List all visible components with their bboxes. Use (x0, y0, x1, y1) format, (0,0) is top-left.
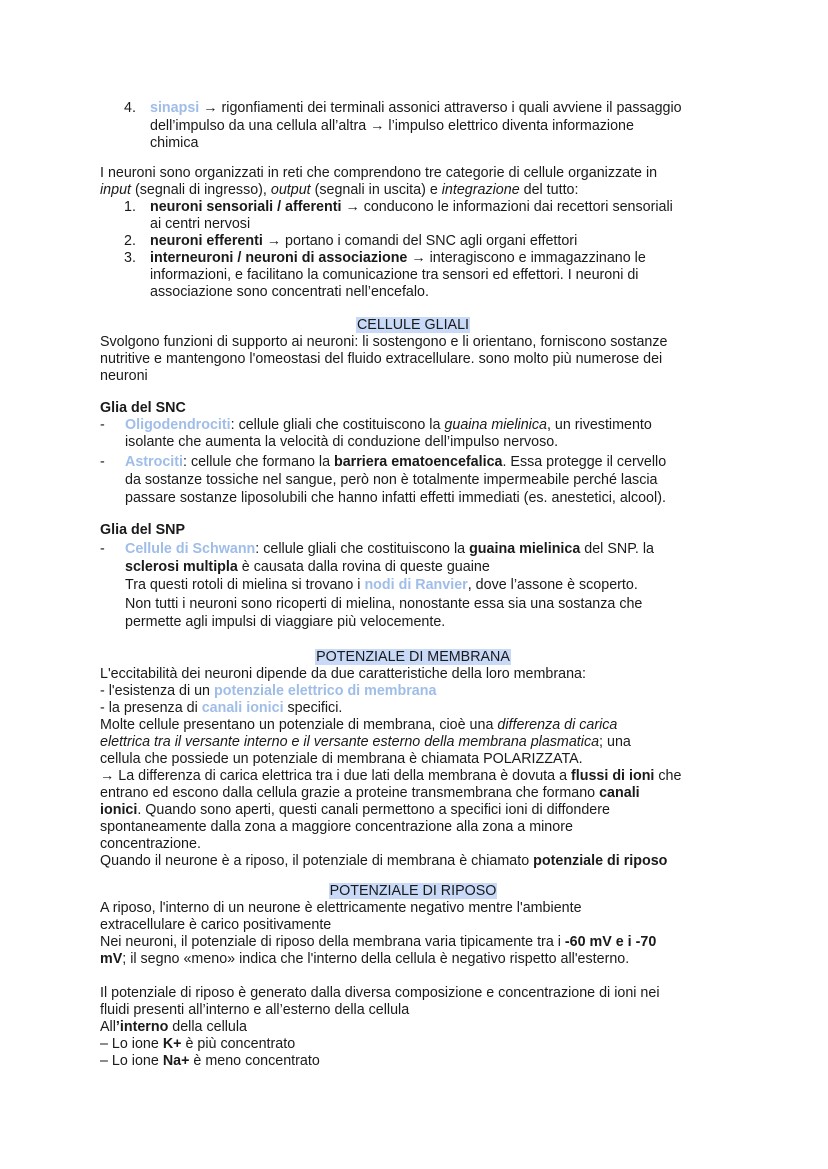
text: del SNP. la (580, 541, 654, 557)
text-line (150, 266, 638, 284)
term-sclerosi-multipla: sclerosi multipla (125, 559, 238, 575)
text-line (150, 99, 682, 117)
text-line (125, 453, 666, 471)
text: permette agli impulsi di viaggiare più velocemente. (125, 614, 446, 630)
text-line (100, 1052, 320, 1070)
text: che (654, 768, 682, 784)
text: → La differenza di carica elettrica tra i due lati della membrana è dovuta a (100, 768, 571, 784)
text-line (150, 232, 577, 250)
text: isolante che aumenta la velocità di conduzione dell’impulso nervoso. (125, 434, 559, 450)
text: , un rivestimento (546, 417, 652, 433)
subheading-snp: Glia del SNP (100, 522, 186, 538)
text: Svolgono funzioni di supporto ai neuroni: li sostengono e li orientano, forniscono sostanze (100, 334, 668, 350)
text-line (100, 835, 201, 853)
text: I neuroni sono organizzati in reti che comprendono tre categorie di cellule organizzate in (100, 165, 658, 181)
term-sensory-neurons: neuroni sensoriali / afferenti (150, 199, 342, 215)
text-line (100, 716, 617, 734)
term-flussi-di-ioni: flussi di ioni (571, 768, 655, 784)
subheading-snc: Glia del SNC (100, 400, 186, 416)
text: → interagiscono e immagazzinano le (407, 250, 646, 266)
text: . Essa protegge il cervello (502, 454, 667, 470)
text-line (125, 489, 666, 507)
text-line (150, 283, 429, 301)
text: ai centri nervosi (150, 216, 251, 232)
text-line (100, 852, 667, 870)
text: → portano i comandi del SNC agli organi effettori (262, 233, 578, 249)
text-line (100, 916, 331, 934)
text: è causata dalla rovina di queste guaine (237, 559, 490, 575)
heading-glial-cells: CELLULE GLIALI (356, 317, 470, 333)
term-voltage-range: -60 mV e i -70 (564, 934, 657, 950)
text-line (125, 595, 642, 613)
text-line (100, 984, 660, 1002)
term-interno: ’interno (115, 1019, 169, 1035)
text: specifici. (283, 700, 343, 716)
text-line (150, 249, 646, 267)
text: ; una (599, 734, 631, 750)
text: Nei neuroni, il potenziale di riposo della membrana varia tipicamente tra i (100, 934, 565, 950)
term-potenziale-elettrico: potenziale elettrico di membrana (213, 683, 437, 699)
text: spontaneamente dalla zona a maggiore concentrazione alla zona a minore (100, 819, 573, 835)
text: Non tutti i neuroni sono ricoperti di mielina, nonostante essa sia una sostanza che (125, 596, 643, 612)
text: del tutto: (519, 182, 579, 198)
text-line (150, 215, 250, 233)
text-line (100, 682, 436, 700)
text: entrano ed escono dalla cellula grazie a proteine transmembrana che formano (100, 785, 600, 801)
text-line (125, 558, 490, 576)
term-nodi-di-ranvier: nodi di Ranvier (364, 577, 468, 593)
text-line (100, 933, 656, 951)
list-marker: 2. (124, 233, 136, 249)
text-line (125, 416, 652, 434)
text-line (100, 1018, 247, 1036)
text: (segnali di ingresso), (131, 182, 271, 198)
text: – Lo ione (100, 1036, 163, 1052)
text-line (100, 350, 662, 368)
section-heading (100, 882, 726, 900)
term-efferent-neurons: neuroni efferenti (150, 233, 263, 249)
text: - la presenza di (100, 700, 202, 716)
text: Il potenziale di riposo è generato dalla diversa composizione e concentrazione di ioni nei (100, 985, 660, 1001)
term-interneurons: interneuroni / neuroni di associazione (150, 250, 408, 266)
text: → conducono le informazioni dai recettori sensoriali (341, 199, 673, 215)
text: extracellulare è carico positivamente (100, 917, 332, 933)
term-voltage-unit: mV (100, 951, 123, 967)
text: Quando il neurone è a riposo, il potenziale di membrana è chiamato (100, 853, 534, 869)
text: (segnali in uscita) e (310, 182, 442, 198)
list-marker: 3. (124, 250, 136, 266)
text-line (100, 784, 640, 802)
text: è più concentrato (181, 1036, 296, 1052)
text-line (125, 433, 558, 451)
term-integrazione: integrazione (441, 182, 520, 198)
bullet-marker: - (100, 417, 105, 433)
text-line (100, 665, 586, 683)
term-sinapsi: sinapsi (150, 100, 200, 116)
term-guaina-mielinica: guaina mielinica (444, 417, 547, 433)
term-input: input (100, 182, 132, 198)
text-line (125, 471, 657, 489)
text: Molte cellule presentano un potenziale di membrana, cioè una (100, 717, 498, 733)
text-line (150, 198, 673, 216)
term-oligodendrociti: Oligodendrociti (125, 417, 231, 433)
term-ion-na: Na+ (162, 1053, 190, 1069)
text: informazioni, e facilitano la comunicazione tra sensori ed effettori. I neuroni di (150, 267, 639, 283)
text: della cellula (168, 1019, 247, 1035)
text: : cellule gliali che costituiscono la (255, 541, 470, 557)
text-line (100, 367, 148, 385)
text: All (100, 1019, 116, 1035)
text-line (100, 733, 631, 751)
text: Tra questi rotoli di mielina si trovano i (125, 577, 365, 593)
text: fluidi presenti all’interno e all’esterno della cellula (100, 1002, 410, 1018)
text-line (100, 181, 578, 199)
text-line (100, 899, 582, 917)
text: → rigonfiamenti dei terminali assonici attraverso i quali avviene il passaggio (199, 100, 682, 116)
bullet-marker: - (100, 454, 105, 470)
term-canali-ionici: ionici (100, 802, 138, 818)
section-heading (100, 316, 726, 334)
text: nutritive e mantengono l'omeostasi del fluido extracellulare. sono molto più numerose dei (100, 351, 663, 367)
text-line (100, 801, 610, 819)
text-line (100, 699, 342, 717)
text-line (125, 540, 654, 558)
text-line (100, 818, 573, 836)
text-line (100, 767, 681, 785)
term-canali-ionici: canali ionici (201, 700, 284, 716)
heading-membrane-potential: POTENZIALE DI MEMBRANA (316, 649, 510, 665)
term-astrociti: Astrociti (125, 454, 183, 470)
text: . Quando sono aperti, questi canali permettono a specifici ioni di diffondere (137, 802, 610, 818)
text: L'eccitabilità dei neuroni dipende da due caratteristiche della loro membrana: (100, 666, 586, 682)
text-line (100, 950, 629, 968)
text-line (125, 613, 445, 631)
text: da sostanze tossiche nel sangue, però non è totalmente impermeabile perché lascia (125, 472, 658, 488)
text: – Lo ione (100, 1053, 163, 1069)
text: : cellule gliali che costituiscono la (230, 417, 445, 433)
section-heading (100, 648, 726, 666)
term-barriera-ematoencefalica: barriera ematoencefalica (334, 454, 503, 470)
text: chimica (150, 135, 199, 151)
text: passare sostanze liposolubili che hanno infatti effetti immediati (es. anestetici, alcool). (125, 490, 666, 506)
term-cellule-di-schwann: Cellule di Schwann (125, 541, 256, 557)
text: dell’impulso da una cellula all’altra → l’impulso elettrico diventa informazione (150, 118, 634, 134)
text-italic: differenza di carica (497, 717, 618, 733)
text-line (100, 750, 583, 768)
bullet-marker: - (100, 541, 105, 557)
text-italic: elettrica tra il versante interno e il versante esterno della membrana plasmatica (100, 734, 600, 750)
text: A riposo, l'interno di un neurone è elettricamente negativo mentre l'ambiente (100, 900, 582, 916)
text: è meno concentrato (189, 1053, 320, 1069)
text: concentrazione. (100, 836, 201, 852)
term-canali-ionici: canali (599, 785, 640, 801)
text-line (100, 1001, 409, 1019)
text-line (150, 117, 634, 135)
text: neuroni (100, 368, 148, 384)
text-line (100, 164, 657, 182)
text-line (100, 1035, 295, 1053)
text-line (150, 134, 198, 152)
text-line (125, 576, 638, 594)
term-output: output (270, 182, 311, 198)
list-marker: 1. (124, 199, 136, 215)
term-ion-k: K+ (162, 1036, 182, 1052)
heading-resting-potential: POTENZIALE DI RIPOSO (329, 883, 497, 899)
term-potenziale-di-riposo: potenziale di riposo (533, 853, 668, 869)
term-guaina-mielinica: guaina mielinica (469, 541, 581, 557)
text: ; il segno «meno» indica che l'interno della cellula è negativo rispetto all'esterno. (122, 951, 630, 967)
text: - l'esistenza di un (100, 683, 214, 699)
text: , dove l’assone è scoperto. (467, 577, 638, 593)
list-marker: 4. (124, 100, 136, 116)
text: cellula che possiede un potenziale di membrana è chiamata POLARIZZATA. (100, 751, 583, 767)
text: : cellule che formano la (183, 454, 334, 470)
text: associazione sono concentrati nell’encefalo. (150, 284, 429, 300)
text-line (100, 333, 667, 351)
